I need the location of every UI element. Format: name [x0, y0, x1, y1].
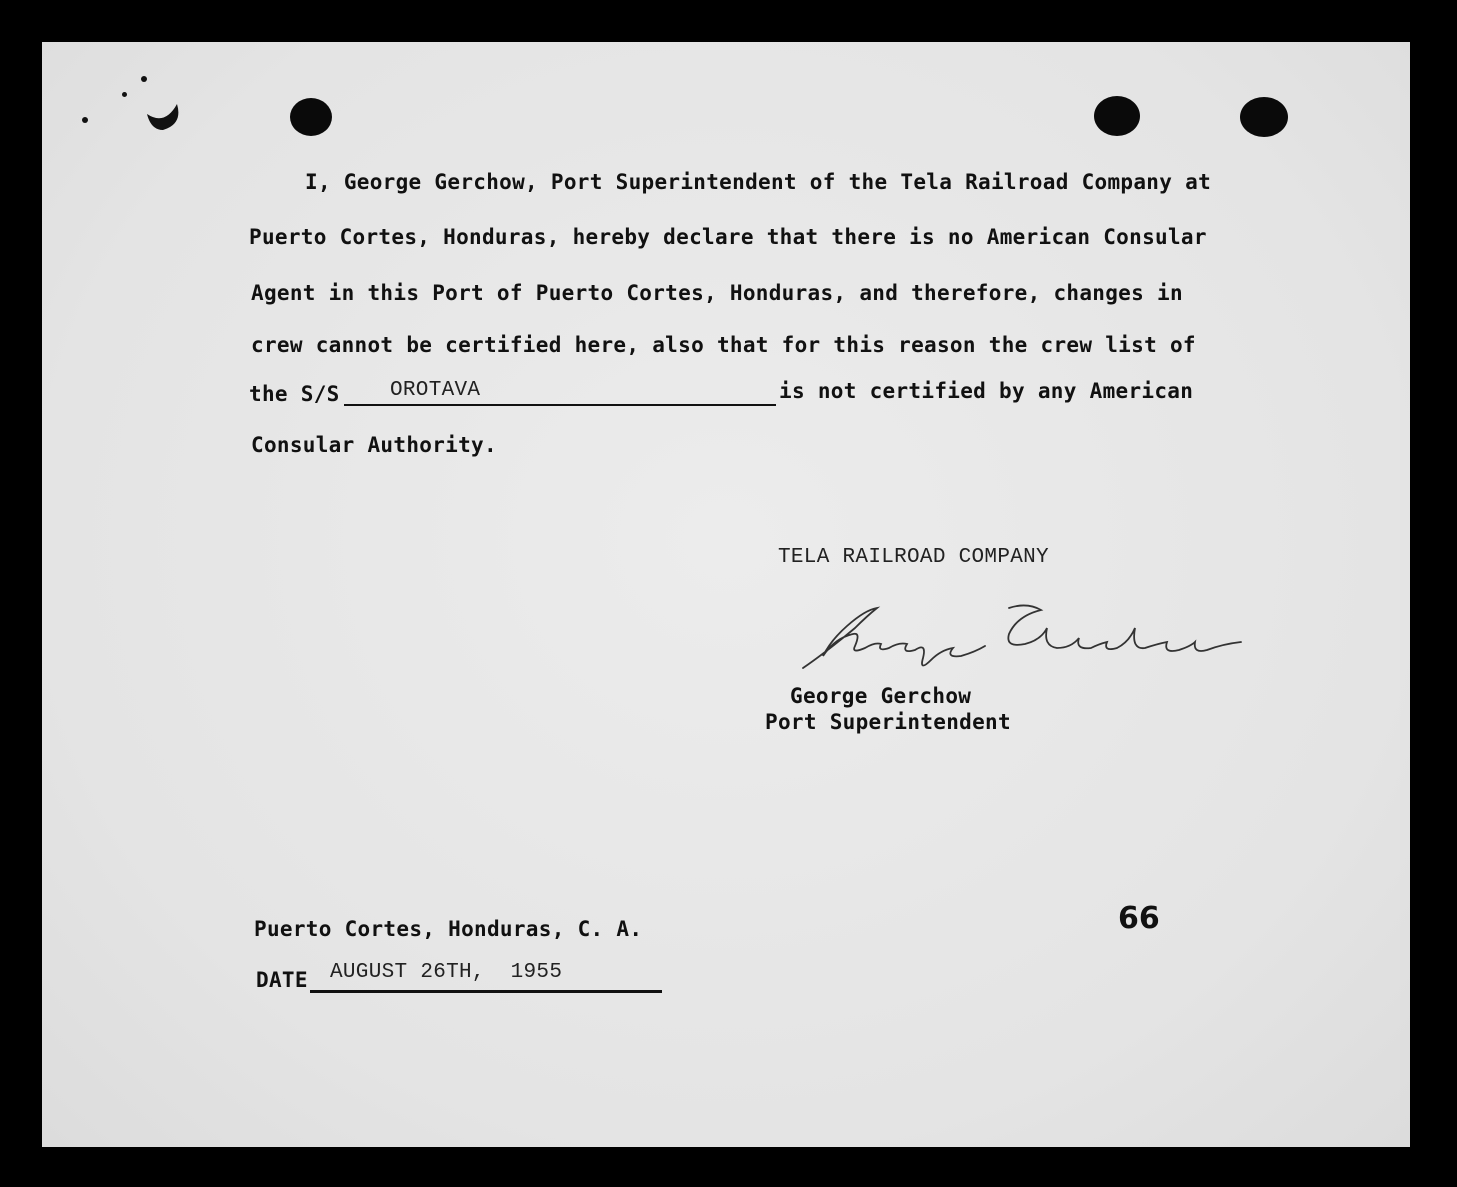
- company-name: TELA RAILROAD COMPANY: [778, 546, 1049, 569]
- speck: [141, 76, 147, 82]
- declaration-line-3: Agent in this Port of Puerto Cortes, Honduras, and therefore, changes in: [251, 281, 1183, 305]
- declaration-last-line: Consular Authority.: [251, 433, 497, 457]
- page-number: 66: [1118, 901, 1160, 936]
- paper-sheet: [42, 42, 1410, 1147]
- punch-hole-right: [1240, 97, 1288, 137]
- ship-name-line: [344, 404, 776, 406]
- signer-name: George Gerchow: [790, 684, 972, 708]
- declaration-line-4: crew cannot be certified here, also that for this reason the crew list of: [251, 333, 1196, 357]
- signature: [795, 598, 1255, 678]
- ship-name: OROTAVA: [390, 379, 481, 402]
- punch-hole-left: [290, 98, 332, 136]
- place-line: Puerto Cortes, Honduras, C. A.: [254, 917, 643, 941]
- torn-mark: [143, 96, 189, 136]
- declaration-line-1: I, George Gerchow, Port Superintendent of the Tela Railroad Company at: [305, 170, 1212, 194]
- signer-title: Port Superintendent: [765, 710, 1011, 734]
- date-line: [310, 990, 662, 993]
- date-label: DATE: [256, 968, 308, 992]
- declaration-line-2: Puerto Cortes, Honduras, hereby declare that there is no American Consular: [249, 225, 1207, 249]
- speck: [82, 117, 88, 123]
- ship-suffix: is not certified by any American: [779, 379, 1194, 403]
- date-value: AUGUST 26TH, 1955: [330, 961, 563, 984]
- speck: [122, 92, 127, 97]
- punch-hole-center: [1094, 96, 1140, 136]
- ship-prefix: the S/S: [249, 382, 340, 406]
